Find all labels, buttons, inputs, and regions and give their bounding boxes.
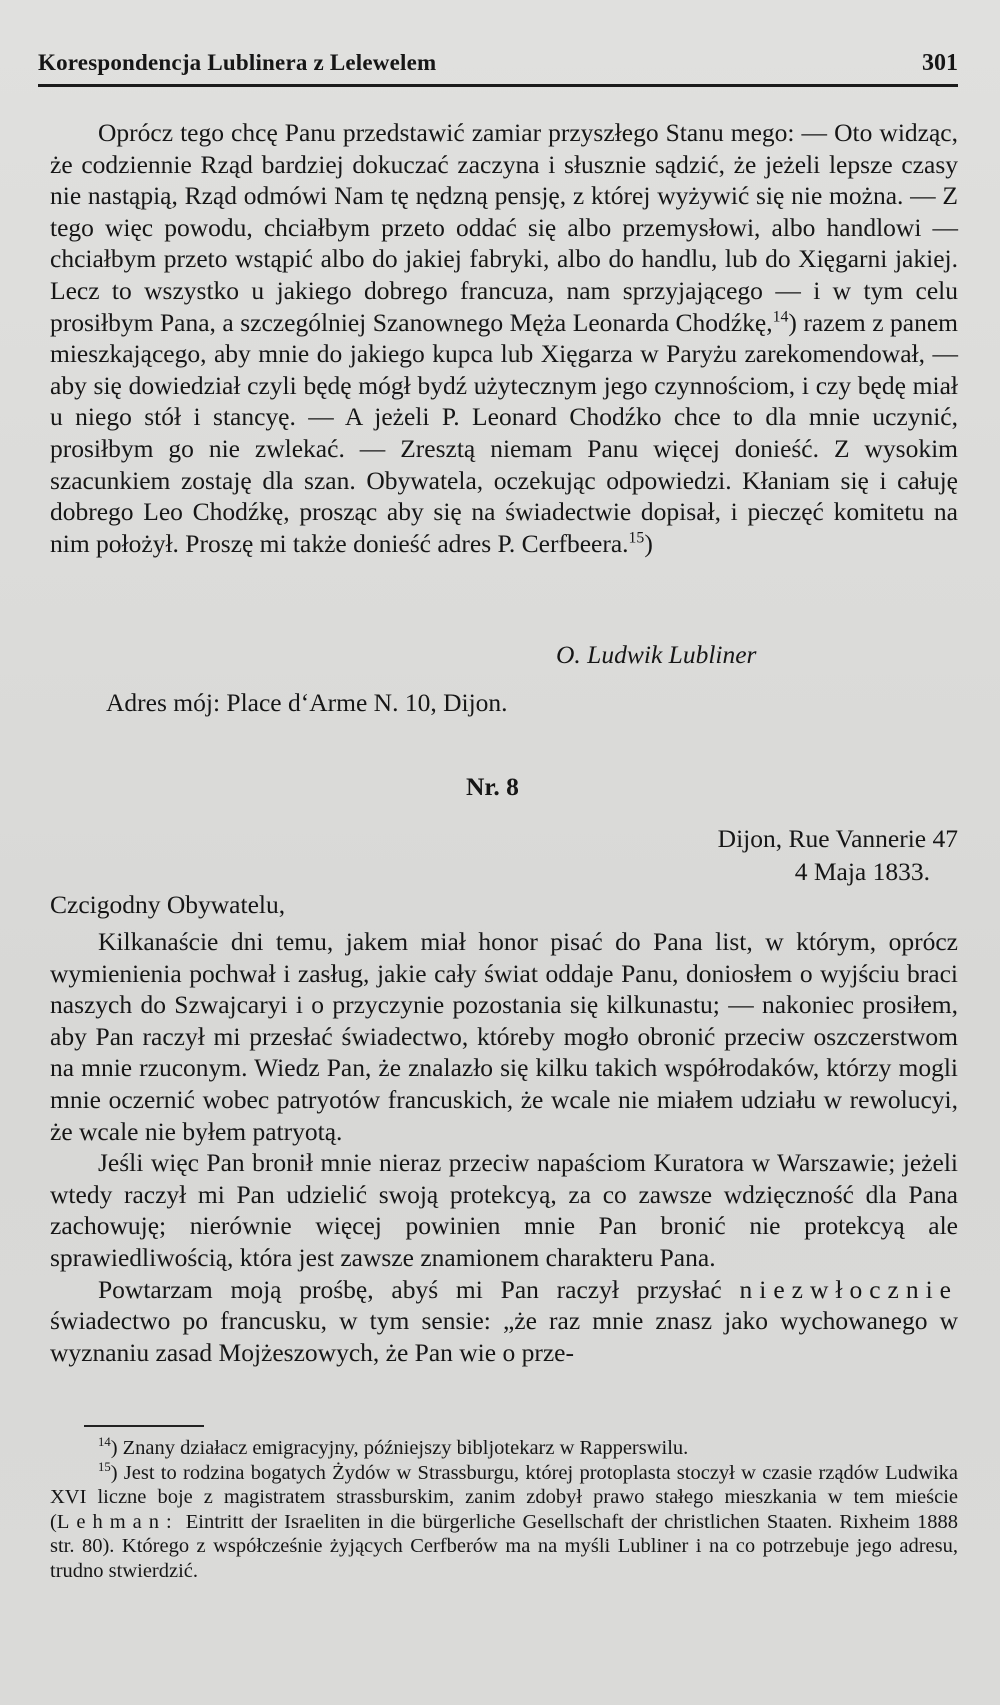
letter-8-paragraph-1: Kilkanaście dni temu, jakem miał honor pisać do Pana list, w którym, oprócz wymienienia pochwał i zasług, jakie cały świat oddaje Panu, doniosłem o wyjściu braci naszych do Szwajcaryi i o przyczynie pozostania się kilkunastu; — nakoniec prosiłem, aby Pan raczył mi przesłać świadectwo, któreby mogło obronić przeciw oszczerstwom na mnie rzuconym. Wiedz Pan, że znalazło się kilku takich współrodaków, którzy mogli mnie oczernić wobec patryotów francuskich, że wcale nie miałem udziału w rewolucyi, że wcale nie byłem patryotą. [50, 927, 958, 1146]
letter-number: Nr. 8 [466, 772, 519, 801]
running-title: Korespondencja Lublinera z Lelewelem [38, 50, 437, 75]
footnote-15: $^{15}$) Jest to rodzina bogatych Żydów w Strassburgu, której protoplasta stoczył w czasie rządów Ludwika XVI liczne boje z magistratem strassburskim, zanim zdobył prawo stałego mieszkania w tem mieście (Lehman: Eintritt der Israeliten in die bürgerliche Gesellschaft der christlichen Staaten. Rixheim 1888 str. 80). Którego z współcześnie żyjących Cerfberów ma na myśli Lubliner i na co potrzebuje jego adresu, trudno stwierdzić. [50, 1459, 959, 1582]
footnote-ref-14: 14 [772, 308, 789, 326]
footnotes [50, 1436, 958, 1584]
page-header [38, 48, 958, 87]
letter-place: Dijon, Rue Vannerie 47 [717, 824, 958, 853]
letter-date: 4 Maja 1833. [794, 857, 930, 886]
letter-8-paragraph-2: Jeśli więc Pan bronił mnie nieraz przeciw napaściom Kuratora w Warszawie; jeżeli wtedy raczył mi Pan udzielić swoją protekcyą, za co zawsze wdzięczność dla Pana zachowuję; nierównie więcej powinien mnie Pan bronić nie protekcyą ale sprawiedliwością, która jest zawsze znamionem charakteru Pana. [50, 1148, 958, 1272]
letter-7-paragraph: Oprócz tego chcę Panu przedstawić zamiar przyszłego Stanu mego: — Oto widząc, że codziennie Rząd bardziej dokuczać zaczyna i słusznie sądzić, że jeżeli lepsze czasy nie nastąpią, Rząd odmówi Nam tę nędzną pensję, z której wyżywić się nie można. — Z tego więc powodu, chciałbym przeto oddać się albo przemysłowi, albo handlowi — chciałbym przeto wstąpić albo do jakiej fabryki, albo do handlu, lub do Xięgarni jakiej. Lecz to wszystko u jakiego dobrego francuza, nam sprzyjającego — i w tym celu prosiłbym Pana, a szczególniej Szanownego Męża Leonarda Chodźkę,$^{14}$) razem z panem mieszkającego, aby mnie do jakiego kupca lub Xięgarza w Paryżu zarekomendował, — aby się dowiedział czyli będę mógł bydź użytecznym jego czynnościom, i czy będę miał u niego stół i stancyę. — A jeżeli P. Leonard Chodźko chce to dla mnie uczynić, prosiłbym go nie zwlekać. — Zresztą niemam Panu więcej donieść. Z wysokim szacunkiem zostaję dla szan. Obywatela, oczekując odpowiedzi. Kłaniam się i całuję dobrego Leo Chodźkę, prosząc aby się na świadectwie dopisał, i pieczęć komitetu na nim położył. Proszę mi także donieść adres P. Cerfbeera.$^{15}$) [50, 118, 959, 558]
footnote-ref-15: 15 [628, 529, 645, 547]
emphasized-word: niezwłocznie [739, 1274, 958, 1304]
sender-address: Adres mój: Place d‘Arme N. 10, Dijon. [106, 688, 508, 717]
footnote-author: Lehman: [56, 1510, 179, 1533]
letter-8-paragraph-3: Powtarzam moją prośbę, abyś mi Pan raczył przysłać niezwłocznie świadectwo po francusku, w tym sensie: „że raz mnie znasz jako wychowanego w wyznaniu zasad Mojżeszowych, że Pan wie o prze- [50, 1274, 958, 1367]
letter-7-body [50, 117, 958, 559]
footnote-divider [84, 1425, 204, 1427]
page-number: 301 [922, 50, 958, 76]
letter-8-body [50, 926, 958, 1368]
footnote-14: $^{14}$) Znany działacz emigracyjny, późniejszy bibljotekarz w Rapperswilu. [98, 1435, 689, 1459]
signature: O. Ludwik Lubliner [556, 640, 757, 669]
salutation: Czcigodny Obywatelu, [50, 890, 286, 919]
